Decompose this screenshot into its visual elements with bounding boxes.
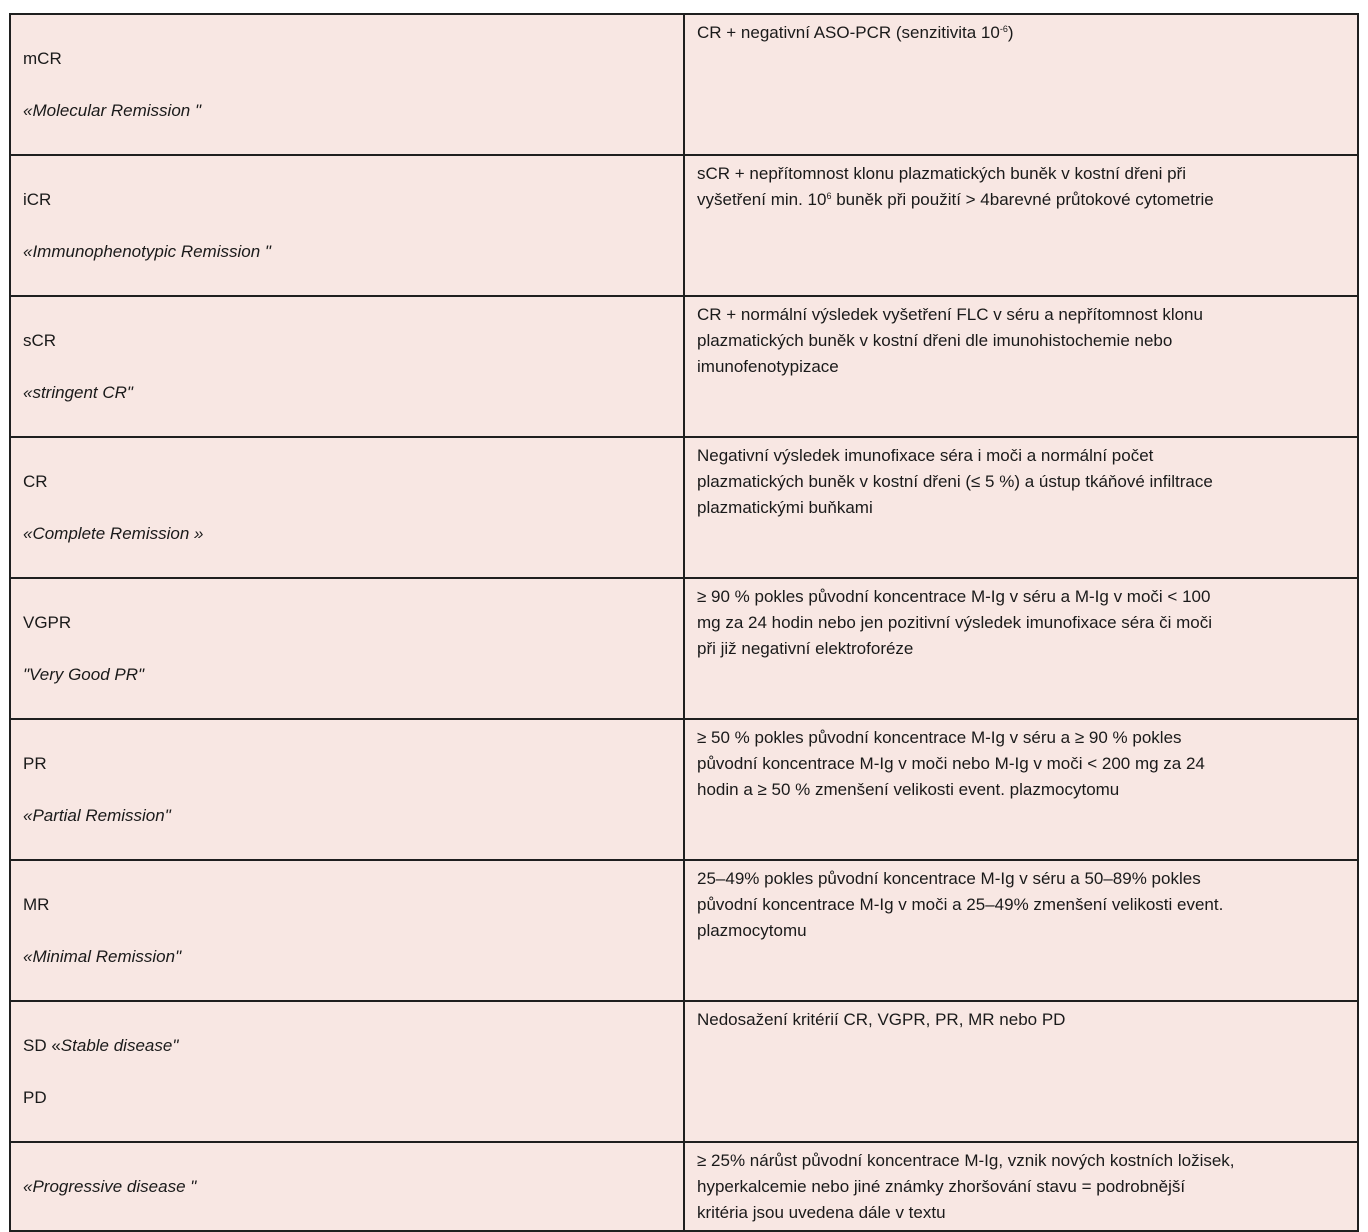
table-row-scr (10, 296, 1358, 437)
category-full-name: «Progressive disease " (23, 1177, 197, 1196)
response-criteria-table-wrapper (9, 13, 1357, 1232)
response-category-cell (10, 1142, 684, 1231)
criteria-description-cell: ≥ 25% nárůst původní koncentrace M-Ig, vznik nových kostních ložisek, hyperkalcemie nebo jiné známky zhoršování stavu = podrobnější kritéria jsou uvedena dále v textu (684, 1142, 1358, 1231)
criteria-description-cell: Negativní výsledek imunofixace séra i moči a normální počet plazmatických buněk v kostní dřeni (≤ 5 %) a ústup tkáňové infiltrace plazmatickými buňkami (684, 437, 1358, 578)
criteria-text: CR + negativní ASO-PCR (senzitivita 10 (697, 23, 1000, 42)
criteria-text-end: ) (1007, 23, 1014, 42)
response-category-cell (10, 719, 684, 860)
category-abbreviation: MR (23, 895, 50, 914)
table-row-icr (10, 155, 1358, 296)
criteria-superscript: -6 (999, 24, 1008, 34)
category-full-name: «Complete Remission » (23, 524, 204, 543)
table-row-mr (10, 860, 1358, 1001)
response-category-cell (10, 578, 684, 719)
table-row-pr (10, 719, 1358, 860)
criteria-description-cell (684, 14, 1358, 155)
response-category-cell (10, 437, 684, 578)
criteria-description-cell (684, 155, 1358, 296)
criteria-description-cell: ≥ 90 % pokles původní koncentrace M-Ig v séru a M-Ig v moči < 100 mg za 24 hodin nebo jen pozitivní výsledek imunofixace séra či moči při již negativní elektroforéze (684, 578, 1358, 719)
response-category-cell (10, 1001, 684, 1142)
table-row-vgpr (10, 578, 1358, 719)
category-abbreviation-pd: PD (23, 1088, 47, 1107)
category-abbreviation-line (23, 1033, 673, 1059)
criteria-text-end: buněk při použití > 4barevné průtokové cytometrie (831, 190, 1214, 209)
response-criteria-table (9, 13, 1359, 1232)
category-abbreviation: VGPR (23, 613, 72, 632)
criteria-description-cell: Nedosažení kritérií CR, VGPR, PR, MR nebo PD (684, 1001, 1358, 1142)
table-row-mcr (10, 14, 1358, 155)
category-full-name: «Partial Remission" (23, 806, 171, 825)
table-row-cr (10, 437, 1358, 578)
criteria-description-cell: 25–49% pokles původní koncentrace M-Ig v séru a 50–89% pokles původní koncentrace M-Ig v moči a 25–49% zmenšení velikosti event. plazmocytomu (684, 860, 1358, 1001)
criteria-description-cell: CR + normální výsledek vyšetření FLC v séru a nepřítomnost klonu plazmatických buněk v kostní dřeni dle imunohistochemie nebo imunofenotypizace (684, 296, 1358, 437)
response-category-cell (10, 14, 684, 155)
criteria-text: sCR + nepřítomnost klonu plazmatických buněk v kostní dřeni při vyšetření min. 10 (697, 164, 1186, 209)
criteria-superscript: 6 (826, 191, 832, 201)
category-full-name: «Minimal Remission" (23, 947, 182, 966)
category-abbreviation: iCR (23, 190, 52, 209)
category-full-name: «stringent CR" (23, 383, 133, 402)
category-abbreviation: PR (23, 754, 47, 773)
response-category-cell (10, 155, 684, 296)
category-abbreviation: mCR (23, 49, 62, 68)
response-category-cell (10, 296, 684, 437)
category-full-name: Stable disease" (60, 1036, 179, 1055)
category-abbreviation: sCR (23, 331, 57, 350)
table-row-pd (10, 1142, 1358, 1231)
category-full-name: «Molecular Remission " (23, 101, 201, 120)
category-full-name: «Immunophenotypic Remission " (23, 242, 271, 261)
category-full-name: "Very Good PR" (23, 665, 145, 684)
criteria-description-cell: ≥ 50 % pokles původní koncentrace M-Ig v séru a ≥ 90 % pokles původní koncentrace M-Ig v moči nebo M-Ig v moči < 200 mg za 24 hodin a ≥ 50 % zmenšení velikosti event. plazmocytomu (684, 719, 1358, 860)
response-category-cell (10, 860, 684, 1001)
category-abbreviation: CR (23, 472, 48, 491)
category-abbreviation: SD « (23, 1036, 61, 1055)
table-row-sd (10, 1001, 1358, 1142)
